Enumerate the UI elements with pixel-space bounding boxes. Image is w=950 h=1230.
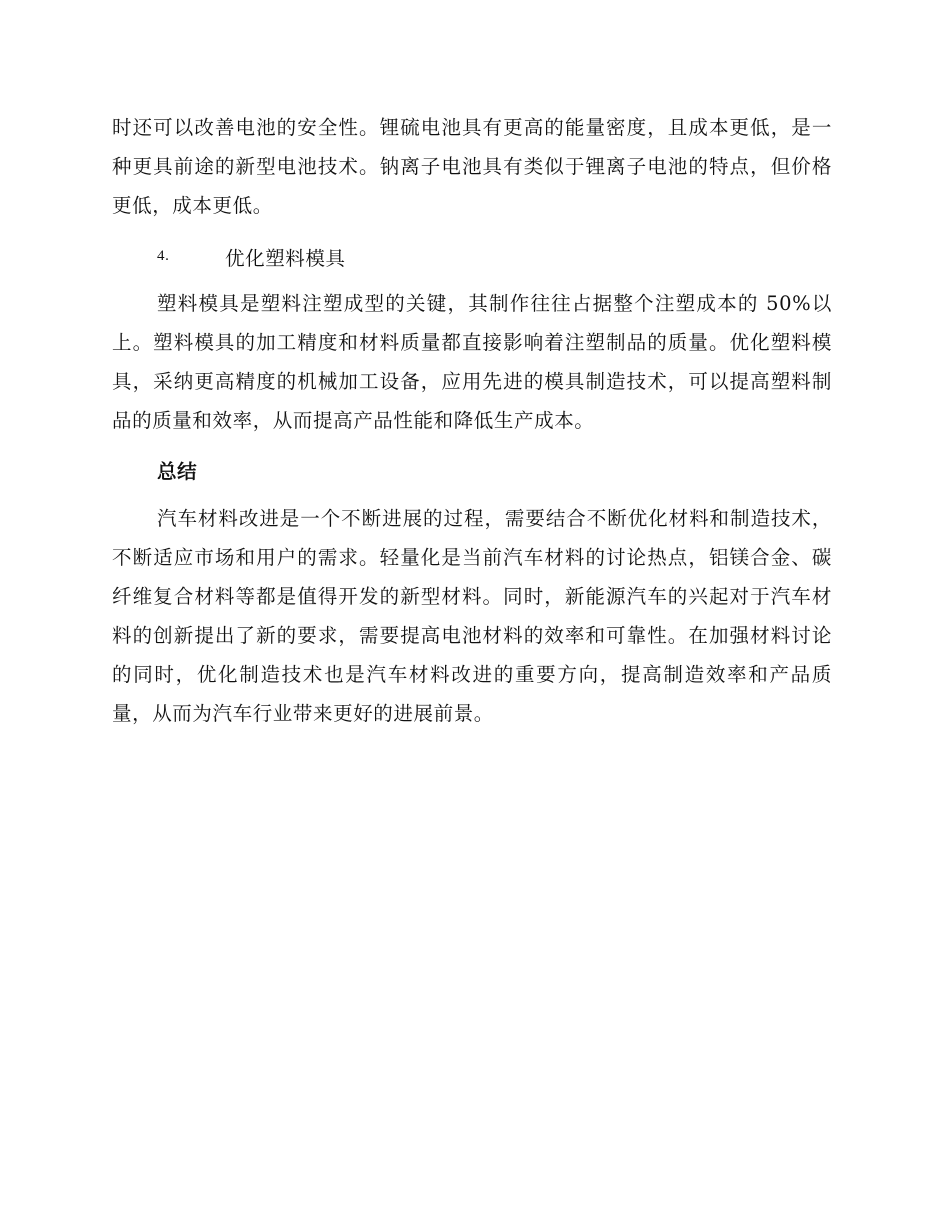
list-item-heading <box>112 237 832 276</box>
list-item-title: 优化塑料模具 <box>225 246 346 270</box>
list-item-number: 4. <box>157 248 170 264</box>
spacer <box>112 276 832 284</box>
section-heading-summary: 总结 <box>157 460 198 483</box>
spacer <box>112 491 832 499</box>
paragraph-battery-continued: 时还可以改善电池的安全性。锂硫电池具有更高的能量密度，且成本更低，是一种更具前途的新型电池技术。钠离子电池具有类似于锂离子电池的特点，但价格更低，成本更低。 <box>112 116 832 217</box>
paragraph-plastic-mold: 塑料模具是塑料注塑成型的关键，其制作往往占据整个注塑成本的 50%以上。塑料模具的加工精度和材料质量都直接影响着注塑制品的质量。优化塑料模具，采纳更高精度的机械加工设备，应用先进的模具制造技术，可以提高塑料制品的质量和效率，从而提高产品性能和降低生产成本。 <box>112 292 832 432</box>
paragraph-summary: 汽车材料改进是一个不断进展的过程，需要结合不断优化材料和制造技术，不断适应市场和用户的需求。轻量化是当前汽车材料的讨论热点，铝镁合金、碳纤维复合材料等都是值得开发的新型材料。同时，新能源汽车的兴起对于汽车材料的创新提出了新的要求，需要提高电池材料的效率和可靠性。在加强材料讨论的同时，优化制造技术也是汽车材料改进的重要方向，提高制造效率和产品质量，从而为汽车行业带来更好的进展前景。 <box>112 507 832 725</box>
spacer <box>112 225 832 233</box>
spacer <box>112 440 832 448</box>
document-page <box>112 108 832 733</box>
